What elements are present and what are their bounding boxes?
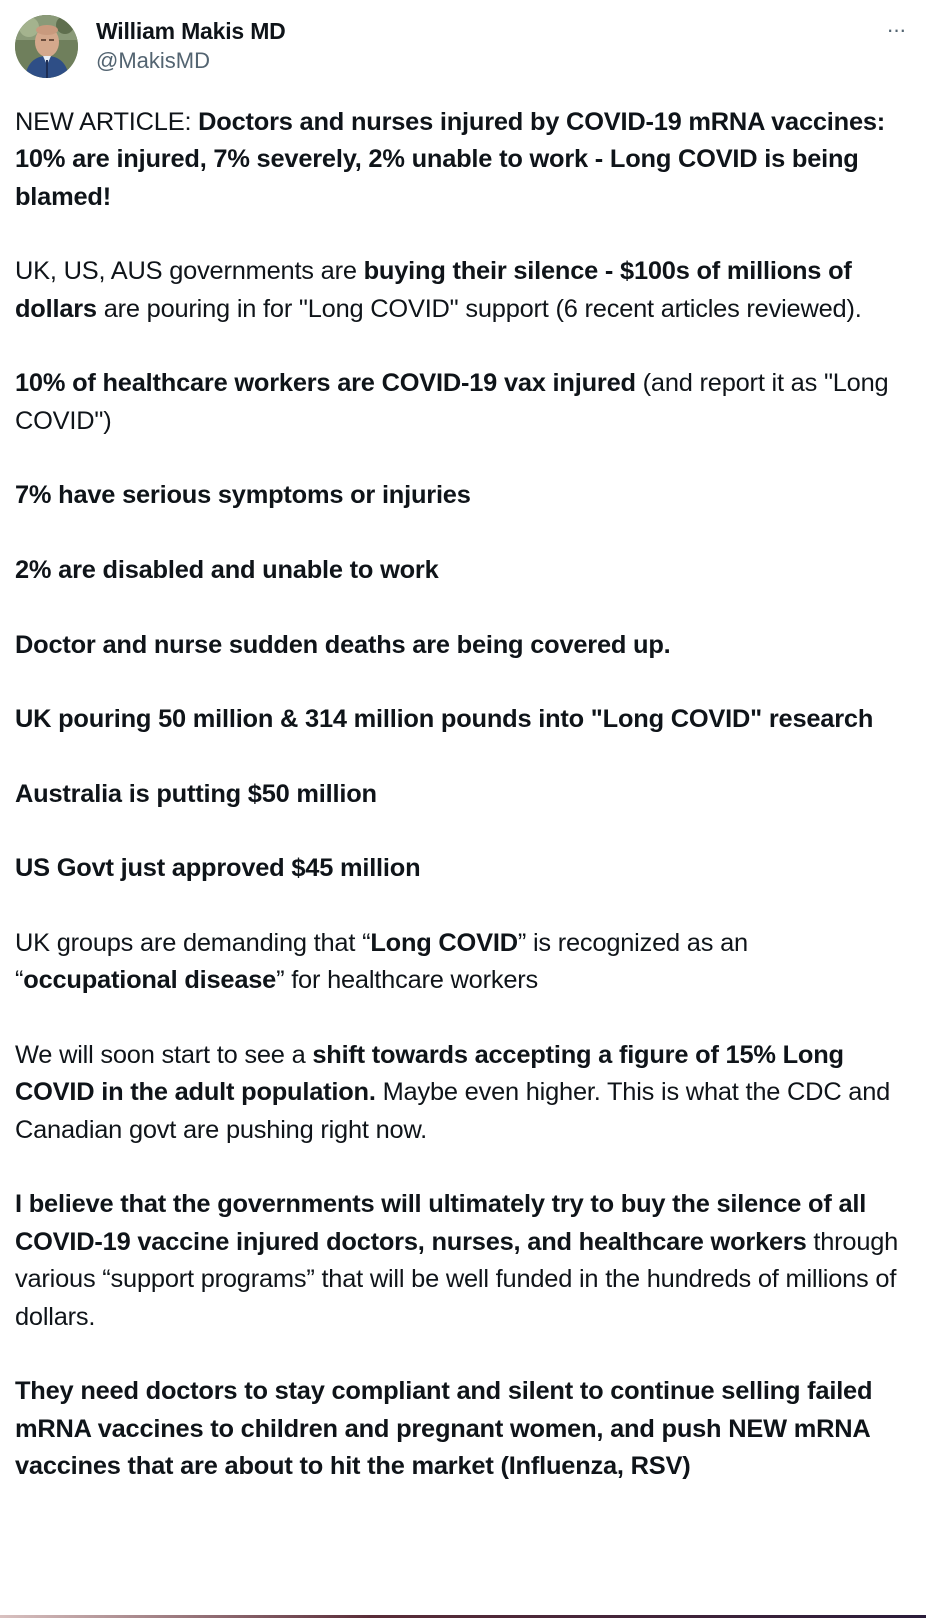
text: We will soon start to see a (15, 1040, 313, 1069)
bold-text: They need doctors to stay compliant and silent to continue selling failed mRNA vaccines to children and pregnant women, and push NEW mRNA vaccines that are about to hit the market (Influenza, RSV) (15, 1377, 873, 1480)
paragraph-7 (15, 701, 910, 738)
paragraph-2 (15, 253, 910, 328)
paragraph-5 (15, 552, 910, 589)
paragraph-12 (15, 1186, 910, 1336)
paragraph-11 (15, 1037, 910, 1149)
paragraph-13 (15, 1373, 910, 1485)
text: Maybe even higher. This is what the CDC and Canadian govt are pushing right now. (15, 1078, 891, 1144)
bold-text: Australia is putting $50 million (15, 779, 377, 808)
paragraph-10 (15, 925, 910, 1000)
bold-text: Long COVID (370, 928, 518, 957)
paragraph-9 (15, 850, 910, 887)
text: ” is recognized as an “ (15, 928, 748, 995)
tweet-text (15, 104, 910, 1523)
bold-text: buying their silence - $100s of millions of dollars (15, 257, 852, 323)
text: (and report it as "Long COVID") (15, 369, 889, 435)
user-handle[interactable]: @MakisMD (96, 48, 210, 73)
more-options-button[interactable] (881, 17, 911, 44)
paragraph-1 (15, 104, 910, 216)
avatar[interactable] (15, 15, 78, 78)
paragraph-4 (15, 477, 910, 514)
bold-text: shift towards accepting a figure of 15% Long COVID in the adult population. (15, 1040, 844, 1107)
tweet-header (15, 14, 911, 80)
bold-text: 10% of healthcare workers are COVID-19 vax injured (15, 369, 636, 398)
display-name[interactable]: William Makis MD (96, 18, 286, 44)
text: NEW ARTICLE: (15, 108, 199, 136)
bold-text: occupational disease (23, 966, 277, 995)
bold-text: Doctor and nurse sudden deaths are being covered up. (15, 630, 671, 659)
bold-text: US Govt just approved $45 million (15, 854, 421, 883)
text: through various “support programs” that will be well funded in the hundreds of millions of dollars. (15, 1227, 899, 1331)
text: are pouring in for "Long COVID" support (6 recent articles reviewed). (96, 294, 862, 323)
paragraph-6 (15, 627, 910, 664)
paragraph-3 (15, 365, 910, 440)
author-names (96, 16, 286, 76)
bold-text: 2% are disabled and unable to work (15, 556, 439, 584)
bold-text: 7% have serious symptoms or injuries (15, 481, 471, 510)
paragraph-8 (15, 776, 910, 813)
text: UK groups are demanding that “ (15, 928, 371, 957)
bold-text: I believe that the governments will ultimately try to buy the silence of all COVID-19 vaccine injured doctors, nurses, and healthcare workers (15, 1190, 867, 1256)
text: ” for healthcare workers (276, 966, 538, 995)
ellipsis-icon: ··· (886, 17, 906, 42)
profile-photo-icon (15, 15, 78, 78)
bold-text: UK pouring 50 million & 314 million pounds into "Long COVID" research (15, 705, 874, 734)
bold-text: Doctors and nurses injured by COVID-19 mRNA vaccines: 10% are injured, 7% severely, 2% unable to work - Long COVID is being blamed! (15, 108, 886, 211)
text: UK, US, AUS governments are (15, 257, 364, 286)
